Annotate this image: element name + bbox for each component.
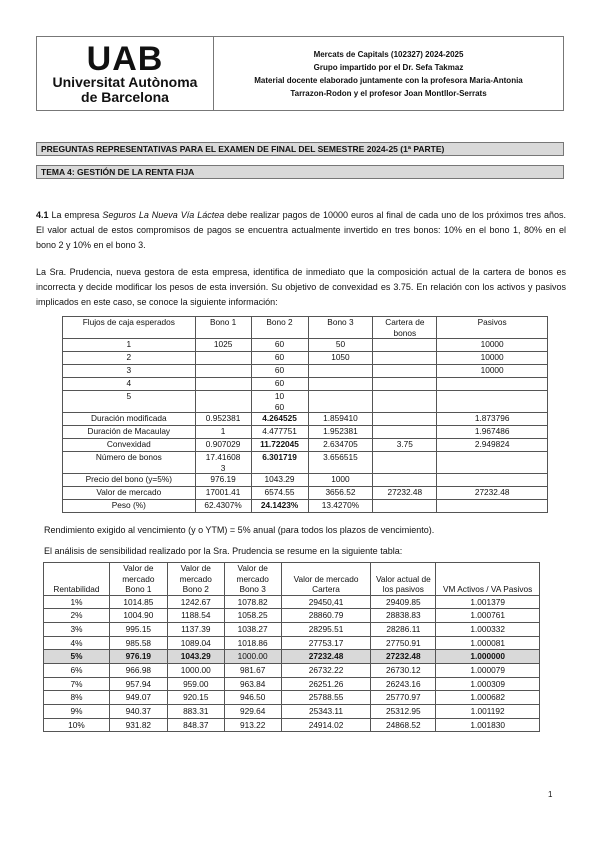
table-cell: 1078.82	[224, 595, 281, 609]
table-cell: 1.000682	[436, 691, 540, 705]
table-cell	[373, 391, 437, 413]
table-row	[44, 650, 540, 664]
table-cell: 60	[251, 378, 308, 391]
row-label: 5%	[44, 650, 110, 664]
column-header: Cartera de bonos	[373, 317, 437, 339]
table-cell: 1.000309	[436, 677, 540, 691]
table-cell: 25343.11	[281, 705, 371, 719]
table-cell: 4.264525	[251, 413, 308, 426]
table-row	[44, 718, 540, 732]
table-row	[63, 439, 548, 452]
table-cell: 1014.85	[109, 595, 167, 609]
table-row	[44, 636, 540, 650]
ytm-note: Rendimiento exigido al vencimiento (y o YTM) = 5% anual (para todos los plazos de vencimiento).	[44, 525, 435, 535]
table-cell: 1043.29	[167, 650, 224, 664]
table-cell: 1000	[308, 474, 373, 487]
table-row	[44, 609, 540, 623]
table-cell	[437, 378, 548, 391]
exam-banner: PREGUNTAS REPRESENTATIVAS PARA EL EXAMEN DE FINAL DEL SEMESTRE 2024-25 (1ª PARTE)	[36, 142, 564, 156]
table-cell: 28838.83	[371, 609, 436, 623]
table-cell: 25788.55	[281, 691, 371, 705]
course-info	[214, 37, 563, 110]
column-header: Valor de mercado Bono 2	[167, 563, 224, 596]
table-cell: 25770.97	[371, 691, 436, 705]
row-label: 2	[63, 352, 196, 365]
sensitivity-table	[43, 562, 540, 732]
table-cell: 60	[251, 352, 308, 365]
table-cell: 26730.12	[371, 663, 436, 677]
table-cell: 27232.48	[371, 650, 436, 664]
row-label: Peso (%)	[63, 500, 196, 513]
row-label: Precio del bono (y=5%)	[63, 474, 196, 487]
table-cell: 28286.11	[371, 622, 436, 636]
table-cell	[195, 391, 251, 413]
table-cell: 6.301719	[251, 452, 308, 474]
table-cell: 1.967486	[437, 426, 548, 439]
table-cell: 1242.67	[167, 595, 224, 609]
table-cell: 17.41608 3	[195, 452, 251, 474]
table-cell	[373, 413, 437, 426]
row-label: Duración de Macaulay	[63, 426, 196, 439]
logo-line: Universitat Autònoma	[52, 73, 198, 90]
table-cell: 24.1423%	[251, 500, 308, 513]
table-cell: 11.722045	[251, 439, 308, 452]
column-header: Flujos de caja esperados	[63, 317, 196, 339]
table-cell: 1000.00	[167, 663, 224, 677]
table-cell: 24868.52	[371, 718, 436, 732]
table-cell: 26243.16	[371, 677, 436, 691]
table-cell	[437, 474, 548, 487]
table-cell	[373, 378, 437, 391]
table-row	[63, 500, 548, 513]
column-header: Pasivos	[437, 317, 548, 339]
table-row	[44, 595, 540, 609]
text: debe realizar pagos de 10000 euros al final de cada uno de los próximos tres años. El valor actual de estos compromisos de pagos se encuentra actualmente invertido en tres bonos: 10% en el bono 1, 80% en el bono 2 y 10% en el bono 3.	[36, 210, 567, 250]
table-cell: 13.4270%	[308, 500, 373, 513]
table-row	[44, 691, 540, 705]
table-row	[63, 413, 548, 426]
table-cell: 946.50	[224, 691, 281, 705]
table-cell: 27750.91	[371, 636, 436, 650]
table-row	[63, 352, 548, 365]
row-label: 7%	[44, 677, 110, 691]
table-row	[63, 378, 548, 391]
table-cell: 913.22	[224, 718, 281, 732]
table-cell: 1.000000	[436, 650, 540, 664]
row-label: Duración modificada	[63, 413, 196, 426]
question-paragraph	[36, 208, 566, 253]
row-label: 4	[63, 378, 196, 391]
column-header: Bono 2	[251, 317, 308, 339]
table-cell: 17001.41	[195, 487, 251, 500]
bond-info-table	[62, 316, 548, 513]
table-cell	[437, 452, 548, 474]
table-cell: 940.37	[109, 705, 167, 719]
table-cell	[437, 391, 548, 413]
table-row	[63, 452, 548, 474]
table-row	[63, 426, 548, 439]
table-row	[44, 705, 540, 719]
table-cell	[373, 452, 437, 474]
table-cell: 26251.26	[281, 677, 371, 691]
table-cell: 27232.48	[437, 487, 548, 500]
question-number: 4.1	[36, 210, 49, 220]
table-cell: 1.000081	[436, 636, 540, 650]
uab-logo	[37, 37, 214, 110]
table-cell: 0.907029	[195, 439, 251, 452]
column-header: VM Activos / VA Pasivos	[436, 563, 540, 596]
table-row	[44, 663, 540, 677]
table-cell	[195, 378, 251, 391]
table-cell: 3.75	[373, 439, 437, 452]
table-cell: 1.001379	[436, 595, 540, 609]
table-cell: 27753.17	[281, 636, 371, 650]
context-paragraph: La Sra. Prudencia, nueva gestora de esta empresa, identifica de inmediato que la composición actual de la cartera de bonos es incorrecta y decide modificar los pesos de esta inversión. Su objetivo de convexidad es 3.75. En relación con los activos y pasivos implicados en este caso, se conoce la siguiente información:	[36, 267, 566, 307]
row-label: 6%	[44, 663, 110, 677]
row-label: 1%	[44, 595, 110, 609]
table-cell	[308, 365, 373, 378]
course-note: Tarrazon-Rodon y el profesor Joan Montllor-Serrats	[290, 88, 487, 98]
table-row	[63, 365, 548, 378]
table-cell	[373, 500, 437, 513]
table-row	[63, 391, 548, 413]
table-cell: 1.873796	[437, 413, 548, 426]
table-cell	[308, 378, 373, 391]
table-cell: 963.84	[224, 677, 281, 691]
table-cell: 929.64	[224, 705, 281, 719]
table-cell: 1.000079	[436, 663, 540, 677]
course-note: Material docente elaborado juntamente con la profesora Maria-Antonia	[254, 75, 523, 85]
course-instructor: Grupo impartido por el Dr. Sefa Takmaz	[313, 62, 464, 72]
table-row	[44, 677, 540, 691]
table-row	[63, 487, 548, 500]
table-cell	[373, 474, 437, 487]
table-row	[63, 474, 548, 487]
page-number: 1	[548, 790, 553, 799]
table-cell: 1.001192	[436, 705, 540, 719]
row-label: 1	[63, 339, 196, 352]
table-cell: 1188.54	[167, 609, 224, 623]
table-cell: 848.37	[167, 718, 224, 732]
table-cell	[373, 339, 437, 352]
table-cell: 4.477751	[251, 426, 308, 439]
table-cell: 1004.90	[109, 609, 167, 623]
table-cell: 920.15	[167, 691, 224, 705]
column-header: Bono 1	[195, 317, 251, 339]
table-cell: 1058.25	[224, 609, 281, 623]
table-cell: 1.859410	[308, 413, 373, 426]
table-cell	[195, 352, 251, 365]
table-cell: 60	[251, 365, 308, 378]
table-cell: 976.19	[109, 650, 167, 664]
table-cell: 60	[251, 339, 308, 352]
table-cell	[373, 352, 437, 365]
table-cell	[437, 500, 548, 513]
table-cell: 2.634705	[308, 439, 373, 452]
table-cell: 1043.29	[251, 474, 308, 487]
table-cell: 966.98	[109, 663, 167, 677]
table-cell: 0.952381	[195, 413, 251, 426]
table-cell: 10000	[437, 365, 548, 378]
table-cell	[308, 391, 373, 413]
logo-line: de Barcelona	[81, 88, 169, 105]
table-cell: 28860.79	[281, 609, 371, 623]
table-cell: 1038.27	[224, 622, 281, 636]
table-cell: 1018.86	[224, 636, 281, 650]
row-label: Valor de mercado	[63, 487, 196, 500]
table-cell: 10 60	[251, 391, 308, 413]
table-cell: 2.949824	[437, 439, 548, 452]
row-label: 9%	[44, 705, 110, 719]
course-title: Mercats de Capitals (102327) 2024-2025	[313, 49, 464, 59]
table-cell: 957.94	[109, 677, 167, 691]
row-label: Convexidad	[63, 439, 196, 452]
column-header: Valor de mercado Bono 1	[109, 563, 167, 596]
table-row	[63, 339, 548, 352]
table-cell: 29409.85	[371, 595, 436, 609]
column-header: Rentabilidad	[44, 563, 110, 596]
table-cell: 1.952381	[308, 426, 373, 439]
topic-banner: TEMA 4: GESTIÓN DE LA RENTA FIJA	[36, 165, 564, 179]
table-cell: 50	[308, 339, 373, 352]
table-cell: 10000	[437, 339, 548, 352]
table-cell: 1089.04	[167, 636, 224, 650]
row-label: 8%	[44, 691, 110, 705]
sensitivity-intro: El análisis de sensibilidad realizado por la Sra. Prudencia se resume en la siguiente tabla:	[44, 546, 403, 556]
table-cell: 1137.39	[167, 622, 224, 636]
table-cell: 985.58	[109, 636, 167, 650]
table-row	[44, 622, 540, 636]
column-header: Valor de mercado Bono 3	[224, 563, 281, 596]
row-label: 10%	[44, 718, 110, 732]
table-cell: 931.82	[109, 718, 167, 732]
table-cell: 27232.48	[373, 487, 437, 500]
table-cell: 3.656515	[308, 452, 373, 474]
table-cell: 1.000332	[436, 622, 540, 636]
table-cell: 1050	[308, 352, 373, 365]
table-cell: 26732.22	[281, 663, 371, 677]
table-cell: 995.15	[109, 622, 167, 636]
table-cell: 27232.48	[281, 650, 371, 664]
column-header: Bono 3	[308, 317, 373, 339]
column-header: Valor actual de los pasivos	[371, 563, 436, 596]
row-label: 4%	[44, 636, 110, 650]
table-cell: 28295.51	[281, 622, 371, 636]
table-cell: 883.31	[167, 705, 224, 719]
logo-text: UAB	[86, 39, 164, 78]
row-label: Número de bonos	[63, 452, 196, 474]
row-label: 3%	[44, 622, 110, 636]
column-header: Valor de mercado Cartera	[281, 563, 371, 596]
table-cell: 3656.52	[308, 487, 373, 500]
table-cell: 1.001830	[436, 718, 540, 732]
table-cell: 976.19	[195, 474, 251, 487]
document-header	[36, 36, 564, 111]
table-cell: 1025	[195, 339, 251, 352]
table-cell: 6574.55	[251, 487, 308, 500]
table-cell: 10000	[437, 352, 548, 365]
row-label: 5	[63, 391, 196, 413]
table-cell: 24914.02	[281, 718, 371, 732]
table-cell: 959.00	[167, 677, 224, 691]
table-cell: 981.67	[224, 663, 281, 677]
table-cell	[373, 426, 437, 439]
row-label: 2%	[44, 609, 110, 623]
row-label: 3	[63, 365, 196, 378]
text: La empresa	[48, 210, 103, 220]
table-cell	[195, 365, 251, 378]
table-cell: 949.07	[109, 691, 167, 705]
table-cell: 25312.95	[371, 705, 436, 719]
table-cell: 1.000761	[436, 609, 540, 623]
table-cell: 62.4307%	[195, 500, 251, 513]
table-cell: 1	[195, 426, 251, 439]
table-cell: 29450,41	[281, 595, 371, 609]
company-name: Seguros La Nueva Vía Láctea	[102, 210, 225, 220]
table-cell: 1000.00	[224, 650, 281, 664]
table-cell	[373, 365, 437, 378]
